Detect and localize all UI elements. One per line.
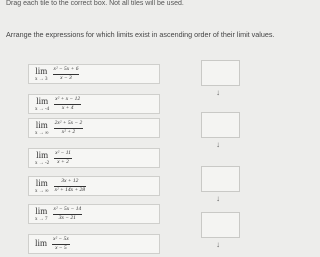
denominator: 3x − 21 xyxy=(58,214,76,221)
lim-word: lim xyxy=(35,65,48,76)
denominator: x + 4 xyxy=(61,104,74,111)
denominator: x + 2 xyxy=(57,158,69,165)
down-arrow-icon: ↓ xyxy=(216,88,220,97)
lim-word: lim xyxy=(36,149,49,160)
instruction-text: Drag each tile to the correct box. Not all tiles will be used. xyxy=(6,0,184,7)
lim-word: lim xyxy=(35,205,48,216)
lim-subscript: x → -4 xyxy=(35,106,50,112)
numerator: x² − 5x xyxy=(53,236,69,242)
numerator: 3x + 12 xyxy=(61,178,79,184)
lim-subscript: x → -2 xyxy=(35,160,50,166)
limit-tile[interactable] xyxy=(28,204,160,224)
limit-operator xyxy=(35,97,49,112)
lim-subscript: x → ∞ xyxy=(35,188,49,194)
fraction xyxy=(52,237,70,251)
numerator: 2x² + 5x − 2 xyxy=(54,120,83,126)
limit-tile[interactable] xyxy=(28,234,160,254)
limit-operator xyxy=(35,179,49,194)
numerator: x² + x − 12 xyxy=(55,96,81,102)
fraction xyxy=(54,179,86,193)
limit-operator xyxy=(35,151,49,166)
fraction xyxy=(54,151,72,165)
down-arrow-icon: ↓ xyxy=(216,194,220,203)
lim-subscript: x → 3 xyxy=(35,76,48,82)
drop-box-3[interactable] xyxy=(201,166,240,192)
denominator: x² + 14x + 28 xyxy=(54,186,86,193)
numerator: x² − 5x − 14 xyxy=(53,206,82,212)
limit-tile[interactable] xyxy=(28,118,160,138)
lim-word: lim xyxy=(35,177,48,188)
denominator: x − 5 xyxy=(55,244,67,251)
limit-operator xyxy=(35,239,47,249)
limit-tile[interactable] xyxy=(28,148,160,168)
lim-subscript: x → 7 xyxy=(35,216,48,222)
drop-box-1[interactable] xyxy=(201,60,240,86)
limit-tile[interactable] xyxy=(28,176,160,196)
down-arrow-icon: ↓ xyxy=(216,140,220,149)
limit-operator xyxy=(35,121,49,136)
numerator: x² − 11 xyxy=(55,150,71,156)
fraction xyxy=(53,67,80,81)
lim-word: lim xyxy=(35,238,48,248)
lim-subscript: x → ∞ xyxy=(35,130,49,136)
fraction xyxy=(54,97,81,111)
denominator: x² + 2 xyxy=(61,128,76,135)
fraction xyxy=(54,121,84,135)
lim-word: lim xyxy=(35,119,48,130)
limit-tile[interactable] xyxy=(28,94,160,114)
denominator: x − 3 xyxy=(60,74,72,81)
fraction xyxy=(53,207,83,221)
lim-word: lim xyxy=(36,95,49,106)
limit-tile[interactable] xyxy=(28,64,160,84)
question-prompt: Arrange the expressions for which limits exist in ascending order of their limit values. xyxy=(6,30,275,39)
drop-box-4[interactable] xyxy=(201,212,240,238)
drop-box-2[interactable] xyxy=(201,112,240,138)
limit-operator xyxy=(35,67,48,82)
down-arrow-icon: ↓ xyxy=(216,240,220,249)
limit-operator xyxy=(35,207,48,222)
numerator: x² − 5x + 6 xyxy=(53,66,79,72)
